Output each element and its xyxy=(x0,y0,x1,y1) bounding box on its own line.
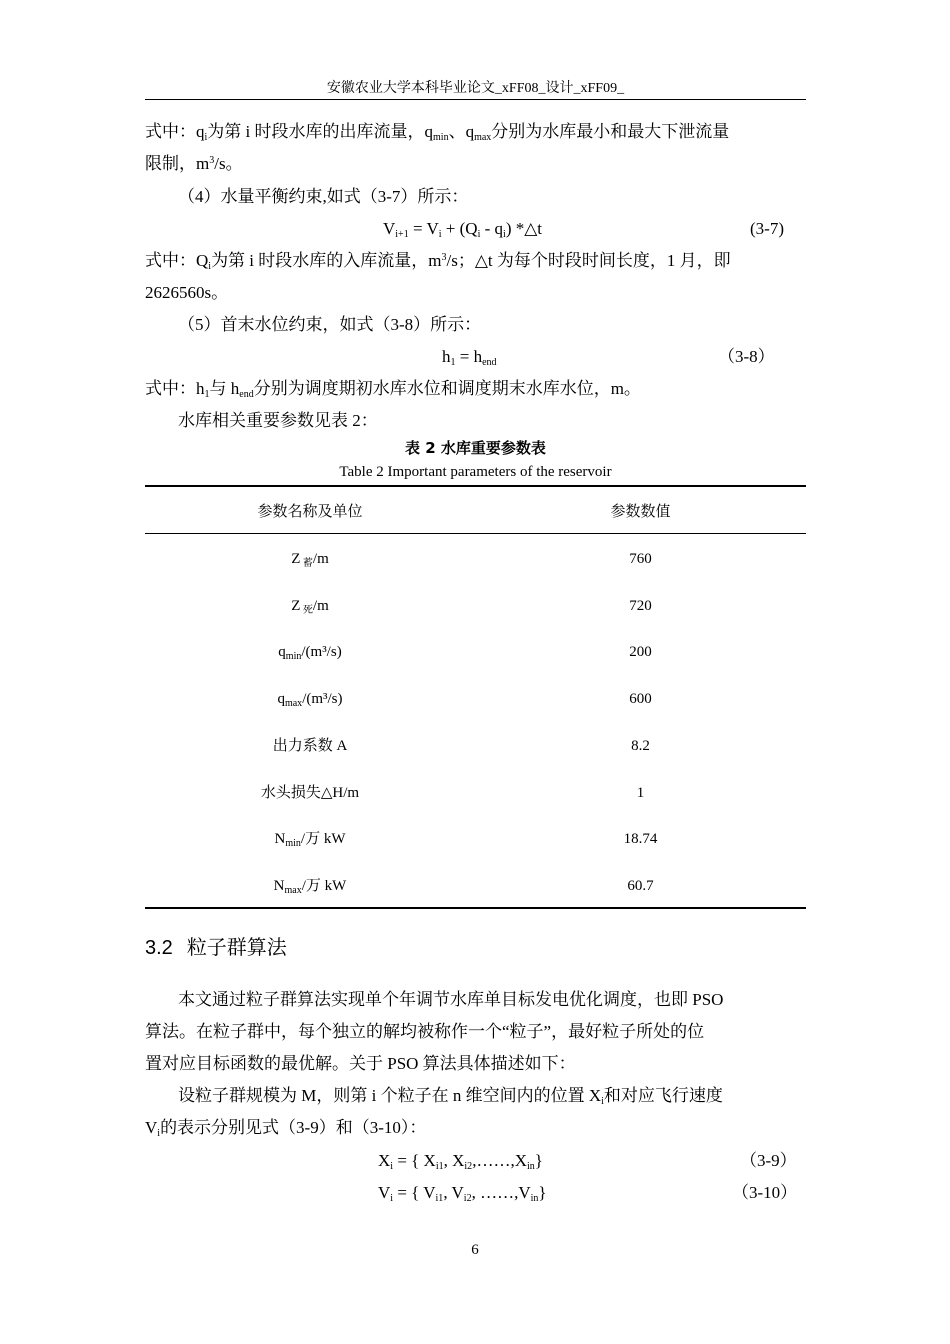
equation-3-7: $V_{i+1} = V_i + (Q_i - q_i)$ *△t xyxy=(383,219,543,240)
table-top-rule xyxy=(145,485,806,487)
table-cell-value: 200 xyxy=(629,644,652,660)
table-cell-value: 1 xyxy=(636,785,645,801)
item5-text: （5）首末水位约束，如式（3-8）所示： xyxy=(178,315,482,334)
para6-line2: $V_i$的表示分别见式（3-9）和（3-10）： xyxy=(145,1118,427,1139)
table-cell-param: Z $_死$/m xyxy=(291,598,329,616)
table-cell-param: $N_{min}/$万 kW xyxy=(274,831,346,849)
equation-number-3-9: （3-9） xyxy=(740,1151,797,1170)
equation-3-10: $V_i$ = { $V_{i1}$, $V_{i2}$, $\dots\dots,V_{in}$} xyxy=(378,1183,547,1204)
table-header-value: 参数数值 xyxy=(610,504,671,520)
para4-line: 水库相关重要参数见表 2： xyxy=(178,411,378,430)
table-title-en: Table 2 Important parameters of the reservoir xyxy=(339,464,612,480)
table-cell-value: 760 xyxy=(629,551,652,567)
para2-line2: 2626560s。 xyxy=(145,283,229,302)
para6-line1: 设粒子群规模为 M，则第 i 个粒子在 n 维空间内的位置 $X_i$和对应飞行速度 xyxy=(178,1086,723,1107)
table-cell-param: Z $_蓄$/m xyxy=(291,551,329,569)
para2-line1: 式中：$Q_i$为第 i 时段水库的入库流量，$m^3/s$；△t 为每个时段时间长度，1 月，即 xyxy=(145,251,731,272)
equation-number-3-10: （3-10） xyxy=(732,1183,798,1202)
running-header: 安徽农业大学本科毕业论文_xFF08_设计_xFF09_ xyxy=(326,81,625,96)
item4-text: （4）水量平衡约束,如式（3-7）所示： xyxy=(178,187,469,206)
page-number: 6 xyxy=(471,1242,479,1258)
para1-line2: 限制，$m^3/s$。 xyxy=(145,154,243,173)
equation-3-8: $h_1 = h_{end}$ xyxy=(442,347,497,368)
table-cell-value: 18.74 xyxy=(623,831,658,847)
table-cell-param: 水头损失△H/m xyxy=(260,785,360,801)
equation-3-9: $X_i$ = { $X_{i1}$, $X_{i2},\dots\dots,X_{in}$} xyxy=(378,1151,543,1172)
table-cell-param: $q_{min}/(m^3/s)$ xyxy=(278,644,342,662)
para5-line1: 本文通过粒子群算法实现单个年调节水库单目标发电优化调度，也即 PSO xyxy=(178,990,724,1009)
para3-line: 式中：$h_1$与 $h_{end}$分别为调度期初水库水位和调度期末水库水位，m。 xyxy=(145,379,641,400)
equation-number-3-7: (3-7) xyxy=(750,219,784,238)
para5-line2: 算法。在粒子群中，每个独立的解均被称作一个“粒子”，最好粒子所处的位 xyxy=(145,1022,705,1041)
table-cell-value: 8.2 xyxy=(631,738,650,754)
table-bottom-rule xyxy=(145,907,806,909)
table-cell-value: 720 xyxy=(629,598,652,614)
table-cell-param: 出力系数 A xyxy=(272,738,348,754)
para5-line3: 置对应目标函数的最优解。关于 PSO 算法具体描述如下： xyxy=(145,1054,576,1073)
table-title-cn: 表 2 水库重要参数表 xyxy=(405,439,546,457)
section-heading: 3.2 粒子群算法 xyxy=(145,935,287,959)
table-header-param: 参数名称及单位 xyxy=(257,504,363,520)
table-header-rule xyxy=(145,533,806,534)
para1-line1: 式中：$q_i$为第 i 时段水库的出库流量，$q_{min}$、$q_{max}$分别为水库最小和最大下泄流量 xyxy=(145,122,730,143)
equation-number-3-8: （3-8） xyxy=(718,347,775,366)
table-cell-value: 60.7 xyxy=(627,878,654,894)
table-cell-value: 600 xyxy=(629,691,652,707)
table-cell-param: $q_{max}/(m^3/s)$ xyxy=(277,691,343,709)
header-rule xyxy=(145,99,806,100)
table-cell-param: $N_{max}/$万 kW xyxy=(273,878,347,896)
